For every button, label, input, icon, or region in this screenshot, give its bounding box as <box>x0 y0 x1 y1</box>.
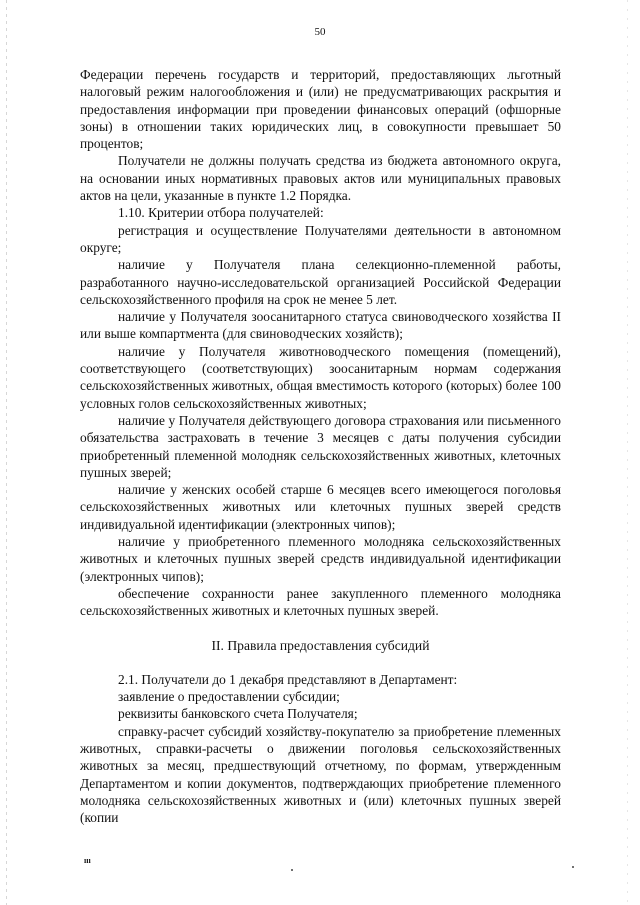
paragraph: наличие у Получателя зоосанитарного статуса свиноводческого хозяйства II или выше компартмента (для свиноводческих хозяйств); <box>80 309 561 342</box>
paragraph: наличие у женских особей старше 6 месяцев всего имеющегося поголовья сельскохозяйственных животных или клеточных пушных зверей средств индивидуальной идентификации (электронных чипов); <box>80 482 561 532</box>
paragraph: 2.1. Получатели до 1 декабря представляют в Департамент: <box>118 671 458 687</box>
scan-speck <box>291 869 293 871</box>
document-body <box>80 66 561 826</box>
paragraph: Федерации перечень государств и территорий, предоставляющих льготный налоговый режим налогообложения и (или) не предусматривающих раскрытия и предоставления информации при проведении финансовых операций (офшорные зоны) в отношении таких юридических лиц, в совокупности превышает 50 процентов; <box>80 67 561 152</box>
scan-edge-left <box>6 0 7 905</box>
paragraph: регистрация и осуществление Получателями деятельности в автономном округе; <box>80 222 561 255</box>
paragraph: реквизиты банковского счета Получателя; <box>118 706 358 722</box>
page-number: 50 <box>314 26 326 38</box>
scan-corner-mark: ııı <box>84 856 91 865</box>
paragraph: наличие у Получателя животноводческого помещения (помещений), соответствующего (соответствующих) зоосанитарным нормам содержания сельскохозяйственных животных, общая вместимость которого (которых) более 100 условных голов сельскохозяйственных животных; <box>80 343 561 411</box>
paragraph: наличие у приобретенного племенного молодняка сельскохозяйственных животных и клеточных пушных зверей средств индивидуальной идентификации (электронных чипов); <box>80 534 561 584</box>
paragraph: заявление о предоставлении субсидии; <box>118 689 340 705</box>
spacer <box>80 654 561 671</box>
paragraph: Получатели не должны получать средства из бюджета автономного округа, на основании иных нормативных правовых актов или муниципальных правовых актов на цели, указанные в пункте 1.2 Порядка. <box>80 153 561 204</box>
section-one-paragraphs <box>80 66 561 620</box>
paragraph: справку-расчет субсидий хозяйству-покупателю за приобретение племенных животных, справки-расчеты о движении поголовья сельскохозяйственных животных за месяц, предшествующий отчетному, по формам, утвержденным Департаментом и копии документов, подтверждающих приобретение племенного молодняка сельскохозяйственных животных и (или) клеточных пушных зверей (копии <box>80 723 561 826</box>
paragraph: наличие у Получателя плана селекционно-племенной работы, разработанного научно-исследовательской организацией Российской Федерации сельскохозяйственного профиля на срок не менее 5 лет. <box>80 257 561 307</box>
paragraph: наличие у Получателя действующего договора страхования или письменного обязательства застраховать в течение 3 месяцев с даты получения субсидии приобретенный племенной молодняк сельскохозяйственных животных, клеточных пушных зверей; <box>80 412 561 480</box>
section-title: II. Правила предоставления субсидий <box>211 637 430 653</box>
scan-edge-right <box>627 0 628 905</box>
spacer <box>80 620 561 637</box>
paragraph: обеспечение сохранности ранее закупленного племенного молодняка сельскохозяйственных животных и клеточных пушных зверей. <box>80 585 561 619</box>
section-two-paragraphs <box>80 671 561 827</box>
paragraph: 1.10. Критерии отбора получателей: <box>118 205 324 221</box>
scan-speck <box>572 866 574 868</box>
